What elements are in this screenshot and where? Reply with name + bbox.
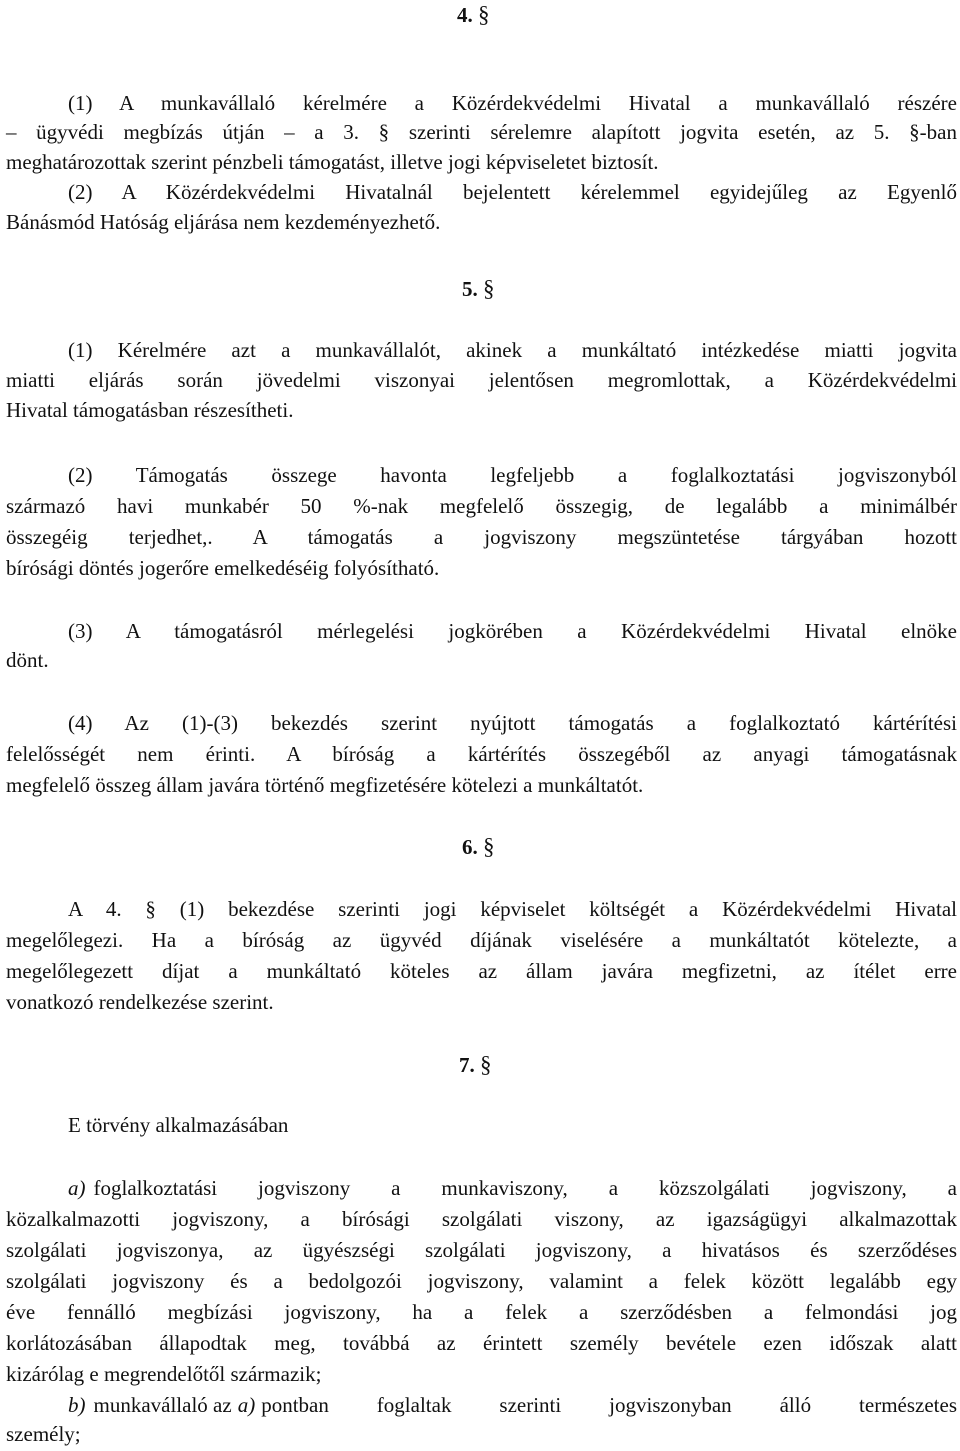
paragraph-line: kizárólag e megrendelőtől származik; [6, 1362, 322, 1386]
section-number: 6. [462, 835, 478, 859]
definition-line-a [68, 1173, 957, 1203]
section-heading-4 [457, 0, 577, 30]
paragraph-line: dönt. [6, 648, 49, 672]
section-number: 4. [457, 3, 473, 27]
item-reference-a: a) [237, 1393, 256, 1417]
paragraph-line: személy; [6, 1422, 81, 1446]
section-number: 5. [462, 277, 478, 301]
definition-line-b [68, 1390, 957, 1420]
paragraph-line: Bánásmód Hatóság eljárása nem kezdeményezhető. [6, 210, 441, 234]
section-number: 7. [459, 1053, 475, 1077]
paragraph-line: bírósági döntés jogerőre emelkedéséig folyósítható. [6, 556, 440, 580]
section-sign: § [483, 834, 495, 859]
paragraph-line: foglalkoztatási jogviszony a munkaviszony, a közszolgálati jogviszony, a [93, 1176, 957, 1200]
paragraph-line: megfelelő összeg állam javára történő megfizetésére kötelezi a munkáltatót. [6, 773, 644, 797]
section-sign: § [483, 276, 495, 301]
paragraph-line: (2) A Közérdekvédelmi Hivatalnál bejelentett kérelemmel egyidejűleg az Egyenlő [68, 180, 957, 204]
paragraph-line: A 4. § (1) bekezdése szerinti jogi képviselet költségét a Közérdekvédelmi Hivatal [68, 897, 957, 921]
paragraph-line: (1) A munkavállaló kérelmére a Közérdekvédelmi Hivatal a munkavállaló részére [68, 91, 957, 115]
paragraph-line: – ügyvédi megbízás útján – a 3. § szerinti sérelemre alapított jogvita esetén, az 5. §-ban [6, 120, 957, 144]
paragraph-line: származó havi munkabér 50 %-nak megfelelő összegig, de legalább a minimálbér [6, 494, 957, 518]
item-label-a: a) [68, 1176, 86, 1200]
paragraph-line: korlátozásában állapodtak meg, továbbá az érintett személy bevétele ezen időszak alatt [6, 1331, 957, 1355]
paragraph-line: (3) A támogatásról mérlegelési jogkörében a Közérdekvédelmi Hivatal elnöke [68, 619, 957, 643]
paragraph-line: vonatkozó rendelkezése szerint. [6, 990, 274, 1014]
paragraph-line: munkavállaló az [93, 1393, 232, 1417]
paragraph-line: felelősségét nem érinti. A bíróság a kártérítés összegéből az anyagi támogatásnak [6, 742, 957, 766]
paragraph-line: pontban foglaltak szerinti jogviszonyban álló természetes [261, 1393, 957, 1417]
section-sign: § [478, 2, 490, 27]
paragraph-line: E törvény alkalmazásában [68, 1113, 289, 1137]
paragraph-line: (2) Támogatás összege havonta legfeljebb a foglalkoztatási jogviszonyból [68, 463, 957, 487]
paragraph-line: Hivatal támogatásban részesítheti. [6, 398, 294, 422]
paragraph-line: (1) Kérelmére azt a munkavállalót, akinek a munkáltató intézkedése miatti jogvita [68, 338, 957, 362]
section-sign: § [480, 1052, 492, 1077]
section-heading-5 [462, 274, 582, 304]
paragraph-line: éve fennálló megbízási jogviszony, ha a felek a szerződésben a felmondási jog [6, 1300, 957, 1324]
paragraph-line: meghatározottak szerint pénzbeli támogatást, illetve jogi képviseletet biztosít. [6, 150, 659, 174]
paragraph-line: közalkalmazotti jogviszony, a bírósági szolgálati viszony, az igazságügyi alkalmazottak [6, 1207, 957, 1231]
section-heading-6 [462, 832, 582, 862]
paragraph-line: megelőlegezi. Ha a bíróság az ügyvéd díjának viselésére a munkáltatót kötelezte, a [6, 928, 957, 952]
paragraph-line: szolgálati jogviszony és a bedolgozói jogviszony, valamint a felek között legalább egy [6, 1269, 957, 1293]
paragraph-line: (4) Az (1)-(3) bekezdés szerint nyújtott támogatás a foglalkoztató kártérítési [68, 711, 957, 735]
item-label-b: b) [68, 1393, 86, 1417]
section-heading-7 [459, 1050, 579, 1080]
paragraph-line: összegéig terjedhet,. A támogatás a jogviszony megszüntetése tárgyában hozott [6, 525, 957, 549]
paragraph-line: miatti eljárás során jövedelmi viszonyai jelentősen megromlottak, a Közérdekvédelmi [6, 368, 957, 392]
paragraph-line: szolgálati jogviszonya, az ügyészségi szolgálati jogviszony, a hivatásos és szerződéses [6, 1238, 957, 1262]
paragraph-line: megelőlegezett díjat a munkáltató köteles az állam javára megfizetni, az ítélet erre [6, 959, 957, 983]
